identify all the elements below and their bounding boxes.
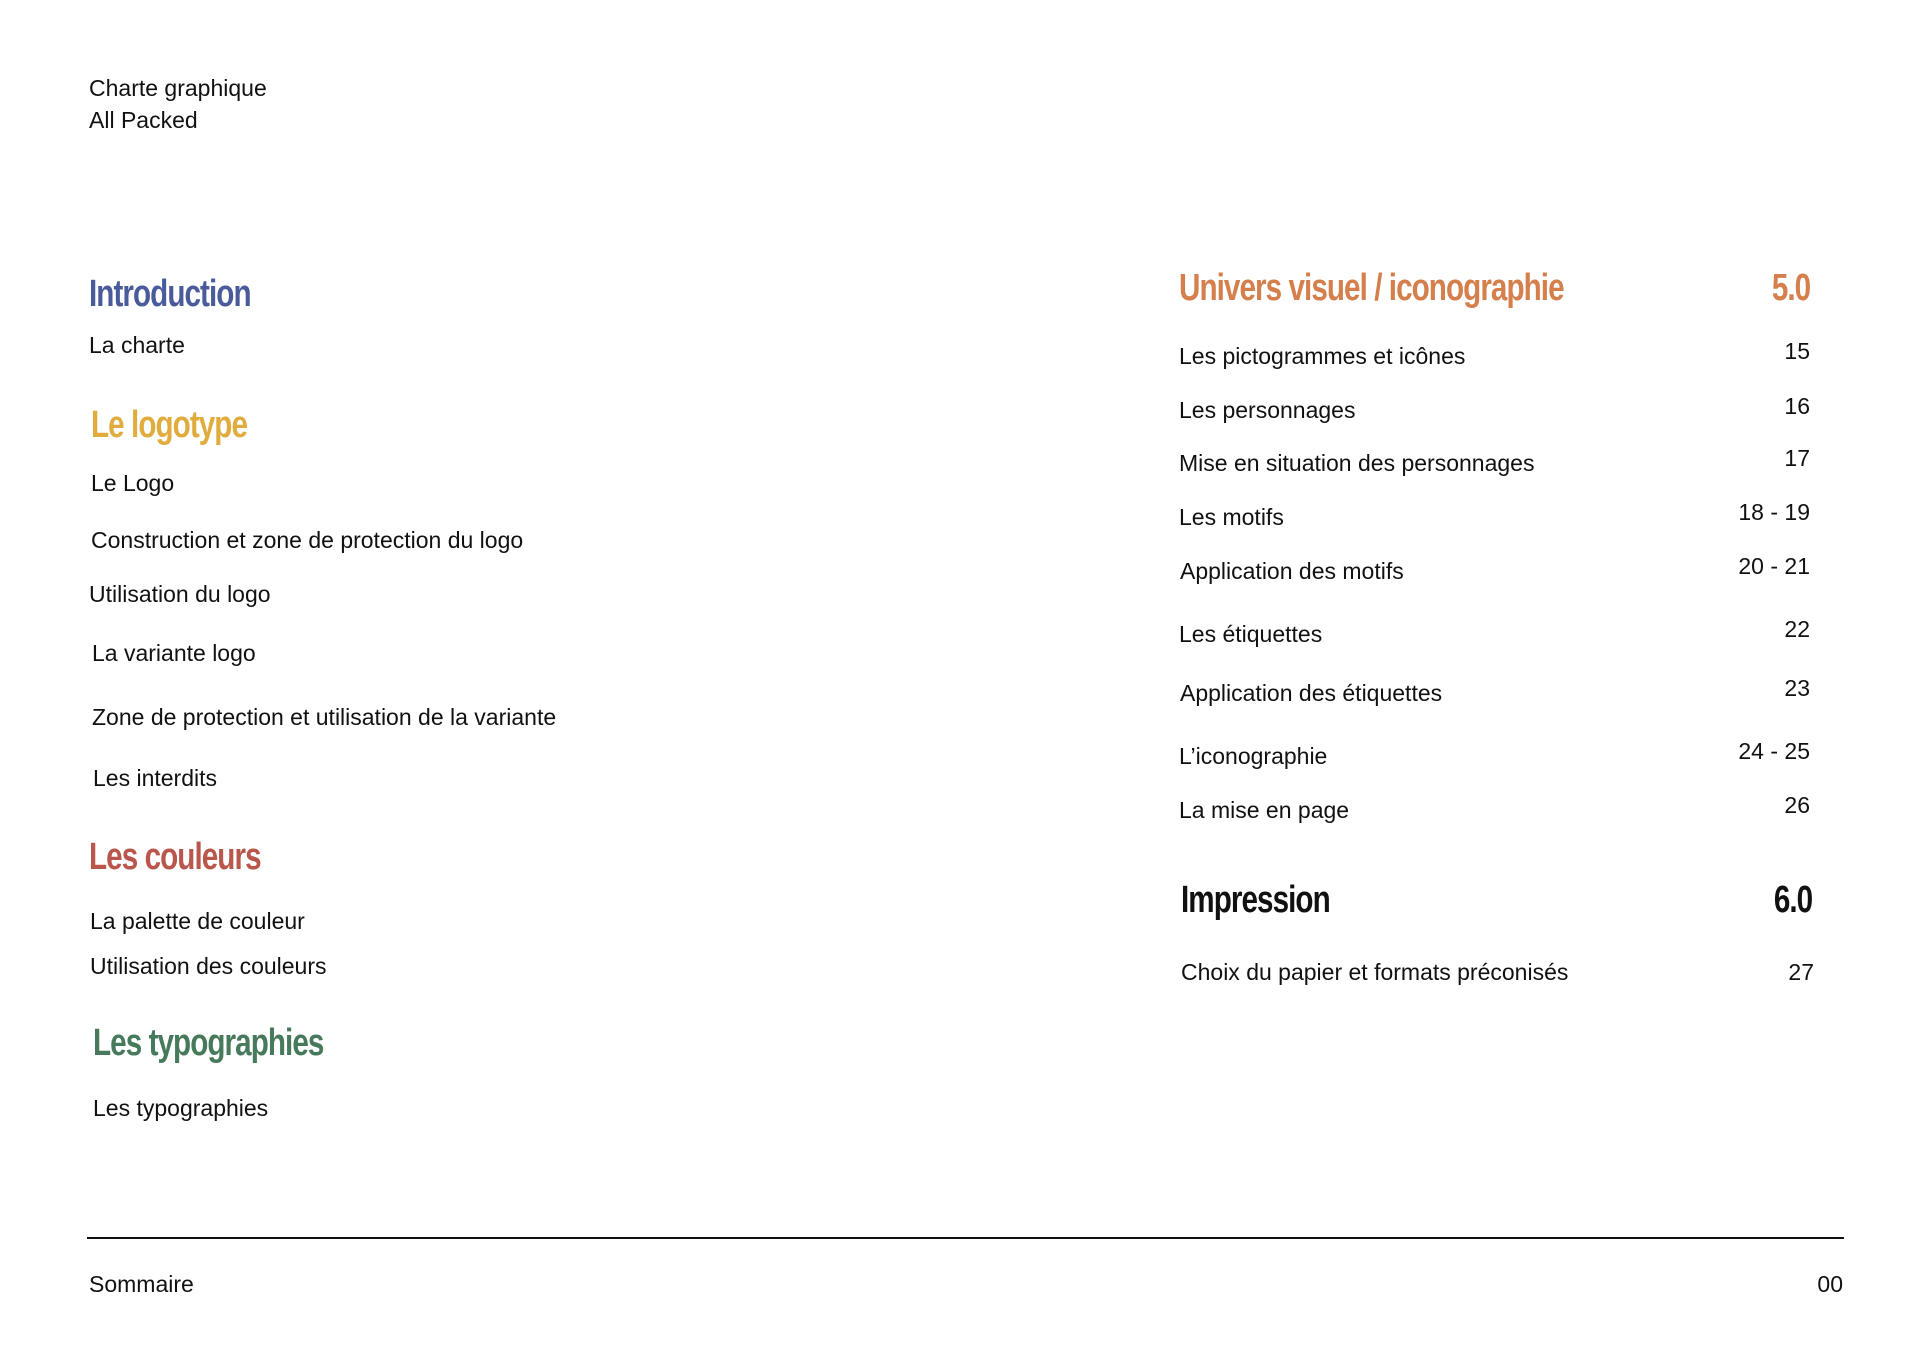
footer-divider <box>87 1237 1844 1239</box>
toc-entry-label[interactable]: Choix du papier et formats préconisés <box>1181 959 1569 985</box>
section-title-logotype[interactable]: Le logotype <box>91 404 248 446</box>
section-title-impression[interactable]: Impression <box>1181 879 1330 921</box>
section-title-univers[interactable]: Univers visuel / iconographie <box>1179 267 1564 309</box>
toc-entry-label[interactable]: La charte <box>89 332 185 358</box>
toc-entry-label[interactable]: Les personnages <box>1179 397 1356 423</box>
section-number-impression: 6.0 <box>1773 879 1812 921</box>
toc-entry-label[interactable]: Les étiquettes <box>1179 621 1323 647</box>
toc-entry-label[interactable]: Les motifs <box>1179 504 1284 530</box>
toc-entry-label[interactable]: Application des motifs <box>1180 558 1404 584</box>
toc-entry-page: 20 - 21 <box>1738 553 1810 579</box>
toc-entry-label[interactable]: La palette de couleur <box>90 908 305 934</box>
footer-page-number: 00 <box>1817 1271 1843 1297</box>
toc-entry-label[interactable]: Les interdits <box>93 765 218 791</box>
document-title: Charte graphique <box>89 75 267 101</box>
toc-entry-page: 26 <box>1784 792 1810 818</box>
toc-entry-label[interactable]: Application des étiquettes <box>1180 680 1443 706</box>
brand-name: All Packed <box>89 107 198 133</box>
toc-entry-page: 23 <box>1784 675 1810 701</box>
section-title-couleurs[interactable]: Les couleurs <box>89 836 261 878</box>
toc-entry-label[interactable]: Construction et zone de protection du logo <box>91 527 524 553</box>
toc-entry-page: 15 <box>1784 338 1810 364</box>
toc-entry-label[interactable]: Les typographies <box>93 1095 269 1121</box>
toc-entry-page: 18 - 19 <box>1738 499 1810 525</box>
toc-entry-page: 17 <box>1784 445 1810 471</box>
footer-section-name: Sommaire <box>89 1271 194 1297</box>
toc-entry-page: 27 <box>1788 959 1814 985</box>
toc-entry-page: 16 <box>1784 393 1810 419</box>
toc-entry-page: 22 <box>1784 616 1810 642</box>
toc-entry-label[interactable]: L’iconographie <box>1179 743 1328 769</box>
toc-entry-label[interactable]: Mise en situation des personnages <box>1179 450 1535 476</box>
section-title-typographies[interactable]: Les typographies <box>93 1022 324 1064</box>
toc-entry-label[interactable]: Le Logo <box>91 470 175 496</box>
document-header <box>89 72 267 136</box>
toc-entry-label[interactable]: Utilisation des couleurs <box>90 953 327 979</box>
toc-entry-label[interactable]: La mise en page <box>1179 797 1350 823</box>
section-number-univers: 5.0 <box>1771 267 1810 309</box>
section-title-introduction[interactable]: Introduction <box>89 273 251 315</box>
toc-entry-label[interactable]: Les pictogrammes et icônes <box>1179 343 1466 369</box>
toc-entry-label[interactable]: La variante logo <box>92 640 256 666</box>
toc-entry-label[interactable]: Utilisation du logo <box>89 581 271 607</box>
toc-entry-label[interactable]: Zone de protection et utilisation de la variante <box>92 704 557 730</box>
toc-entry-page: 24 - 25 <box>1738 738 1810 764</box>
